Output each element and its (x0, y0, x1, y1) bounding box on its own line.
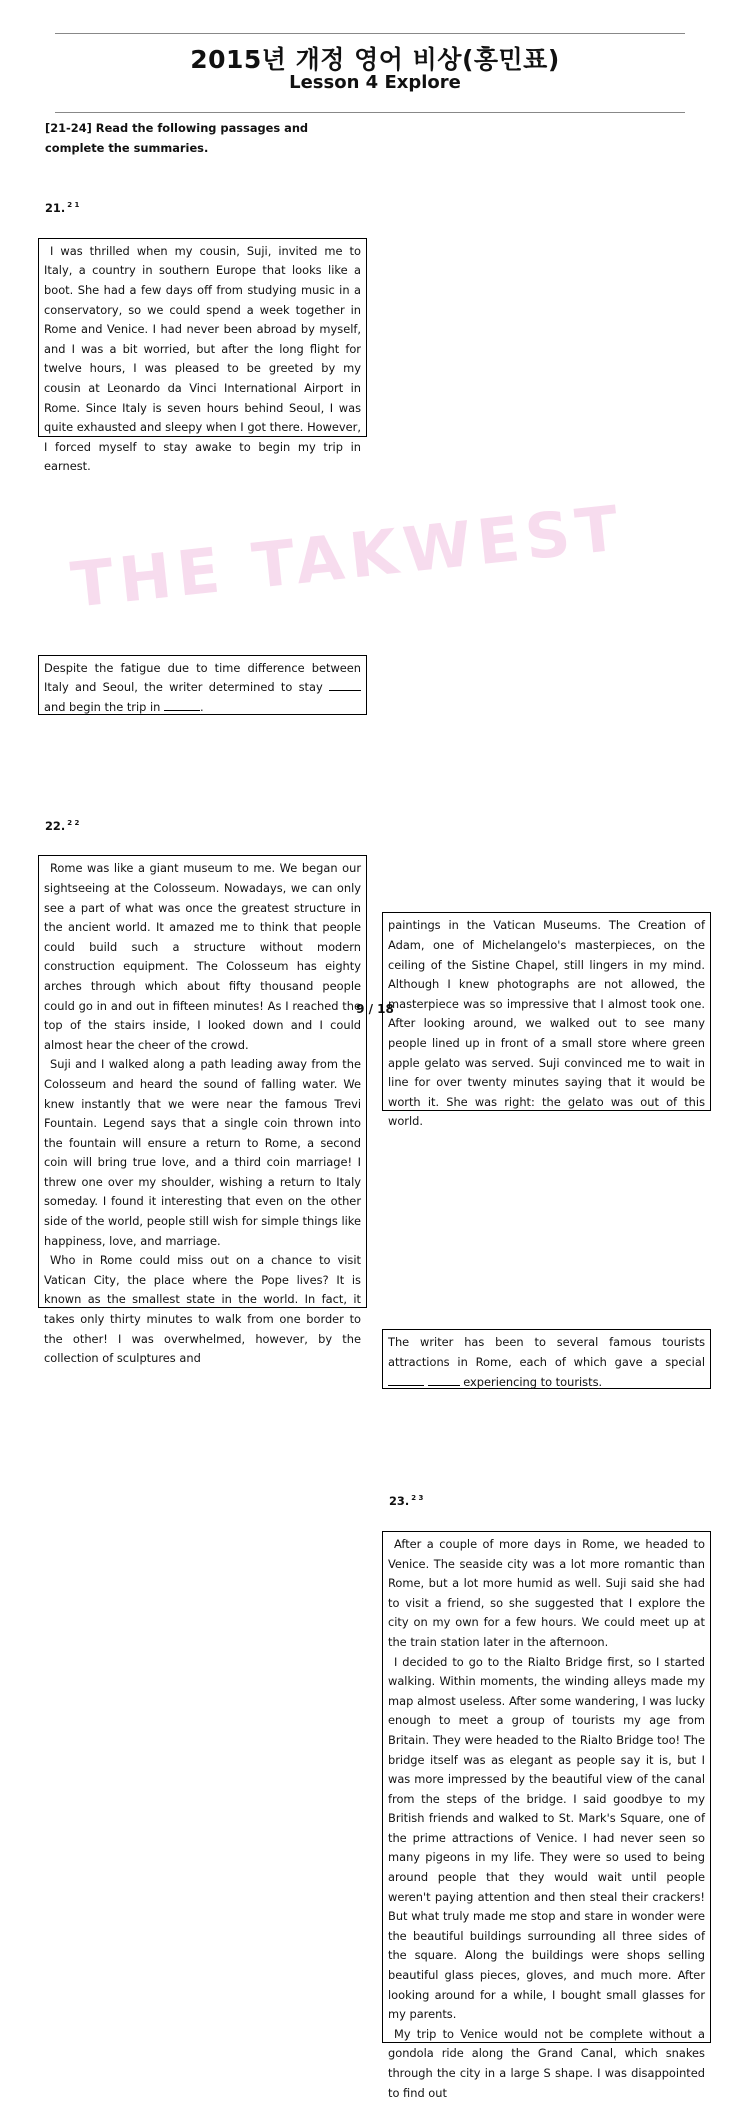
q22-passage (38, 855, 367, 1366)
q22-paragraph-2: Suji and I walked along a path leading away from the Colosseum and heard the sound of falling water. We knew instantly that we were near the famous Trevi Fountain. Legend says that a single coin thrown into the fountain will ensure a return to Rome, a second coin will bring true love, and a third coin marriage! I threw one over my shoulder, wishing a return to Italy someday. I found it interesting that even on the other side of the world, people still wish for simple things like happiness, love, and marriage. (44, 1057, 361, 1248)
q23-sup: 2 3 (411, 1494, 424, 1503)
q21-blank-2[interactable] (164, 699, 200, 711)
q22-label: 22. (45, 818, 66, 833)
q22-blank-1[interactable] (388, 1374, 424, 1386)
watermark: THE TAKWEST (67, 491, 628, 622)
q22-summary-a: The writer has been to several famous tourists attractions in Rome, each of which gave a special (388, 1335, 705, 1369)
q23-passage (382, 1531, 711, 2100)
q22-summary (382, 1329, 711, 1389)
page-title: 2015년 개정 영어 비상(홍민표) (190, 45, 560, 74)
q23-label: 23. (389, 1494, 410, 1509)
q21-summary (38, 655, 367, 715)
q21-blank-1[interactable] (329, 679, 361, 691)
q23-paragraph-2: I decided to go to the Rialto Bridge first, so I started walking. Within moments, the winding alleys made my map almost useless. After some wandering, I was lucky enough to meet a group of tourists my age from Britain. They were headed to the Rialto Bridge too! The bridge itself was as elegant as people say it is, but I was more impressed by the beautiful view of the canal from the steps of the bridge. I said goodbye to my British friends and walked to St. Mark's Square, one of the prime attractions of Venice. I had never seen so many pigeons in my life. They were so used to being around people that they would wait until people weren't paying attention and then steal their crackers! But what truly made me stop and stare in wonder were the beautiful buildings surrounding all three sides of the square. Along the buildings were shops selling beautiful glass pieces, gloves, and much more. After looking around for a while, I bought small glasses for my parents. (388, 1654, 705, 2022)
instruction (45, 119, 365, 158)
q21-passage-text: I was thrilled when my cousin, Suji, invited me to Italy, a country in southern Europe that looks like a boot. She had a few days off from studying music in a conservatory, so we could spend a week together in Rome and Venice. I had never been abroad by myself, and I was a bit worried, but after the long flight for twelve hours, I was pleased to be greeted by my cousin at Leonardo da Vinci International Airport in Rome. Since Italy is seven hours behind Seoul, I was quite exhausted and sleepy when I got there. However, I forced myself to stay awake to begin my trip in earnest. (44, 243, 361, 474)
q23-number (389, 1489, 750, 1512)
q22-sup: 2 2 (67, 818, 80, 827)
q22-summary-b: experiencing to tourists. (463, 1374, 603, 1389)
header-rule (55, 112, 685, 113)
q22-continued-text: paintings in the Vatican Museums. The Creation of Adam, one of Michelangelo's masterpieces, on the ceiling of the Sistine Chapel, still lingers in my mind. Although I knew photographs are not allowed, the masterpiece was so impressive that I almost took one. After looking around, we walked out to see many people lined up in front of a small store where green apple gelato was served. Suji convinced me to wait in line for over twenty minutes saying that it would be worth it. She was right: the gelato was out of this world. (388, 918, 705, 1129)
q21-number (45, 196, 750, 219)
q22-passage-continued (382, 912, 711, 1129)
q23-paragraph-1: After a couple of more days in Rome, we headed to Venice. The seaside city was a lot more romantic than Rome, but a lot more humid as well. Suji said she had to visit a friend, so she suggested that I explore the city on my own for a few hours. We could meet up at the train station later in the afternoon. (388, 1536, 705, 1649)
q22-summary-text (388, 1333, 705, 1392)
q23-paragraph-3: My trip to Venice would not be complete without a gondola ride along the Grand Canal, which snakes through the city in a large S shape. I was disappointed to find out (388, 2026, 705, 2100)
q21-summary-text (44, 659, 361, 718)
instruction-text: [21-24] Read the following passages and complete the summaries. (45, 121, 309, 155)
q21-summary-b: and begin the trip in (44, 699, 161, 714)
q21-summary-c: . (200, 699, 204, 714)
q22-paragraph-3: Who in Rome could miss out on a chance to visit Vatican City, the place where the Pope lives? It is known as the smallest state in the world. In fact, it takes only thirty minutes to walk from one border to the other! I was overwhelmed, however, by the collection of sculptures and (44, 1253, 361, 1366)
q22-blank-2[interactable] (428, 1374, 460, 1386)
q21-label: 21. (45, 201, 66, 216)
q21-passage (38, 238, 367, 474)
q22-number (45, 814, 750, 837)
top-rule (55, 33, 685, 34)
q22-paragraph-1: Rome was like a giant museum to me. We began our sightseeing at the Colosseum. Nowadays, we can only see a part of what was once the greatest structure in the ancient world. It amazed me to think that people could build such a structure without modern construction equipment. The Colosseum has eighty arches through which about fifty thousand people could go in and out in fifteen minutes! As I reached the top of the stairs inside, I looked down and I could almost hear the cheer of the crowd. (44, 861, 361, 1052)
q21-sup: 2 1 (67, 201, 80, 210)
lesson-subtitle: Lesson 4 Explore (289, 72, 461, 93)
page-number: 9 / 18 (356, 1002, 394, 1016)
q21-summary-a: Despite the fatigue due to time difference between Italy and Seoul, the writer determined to stay (44, 660, 361, 695)
